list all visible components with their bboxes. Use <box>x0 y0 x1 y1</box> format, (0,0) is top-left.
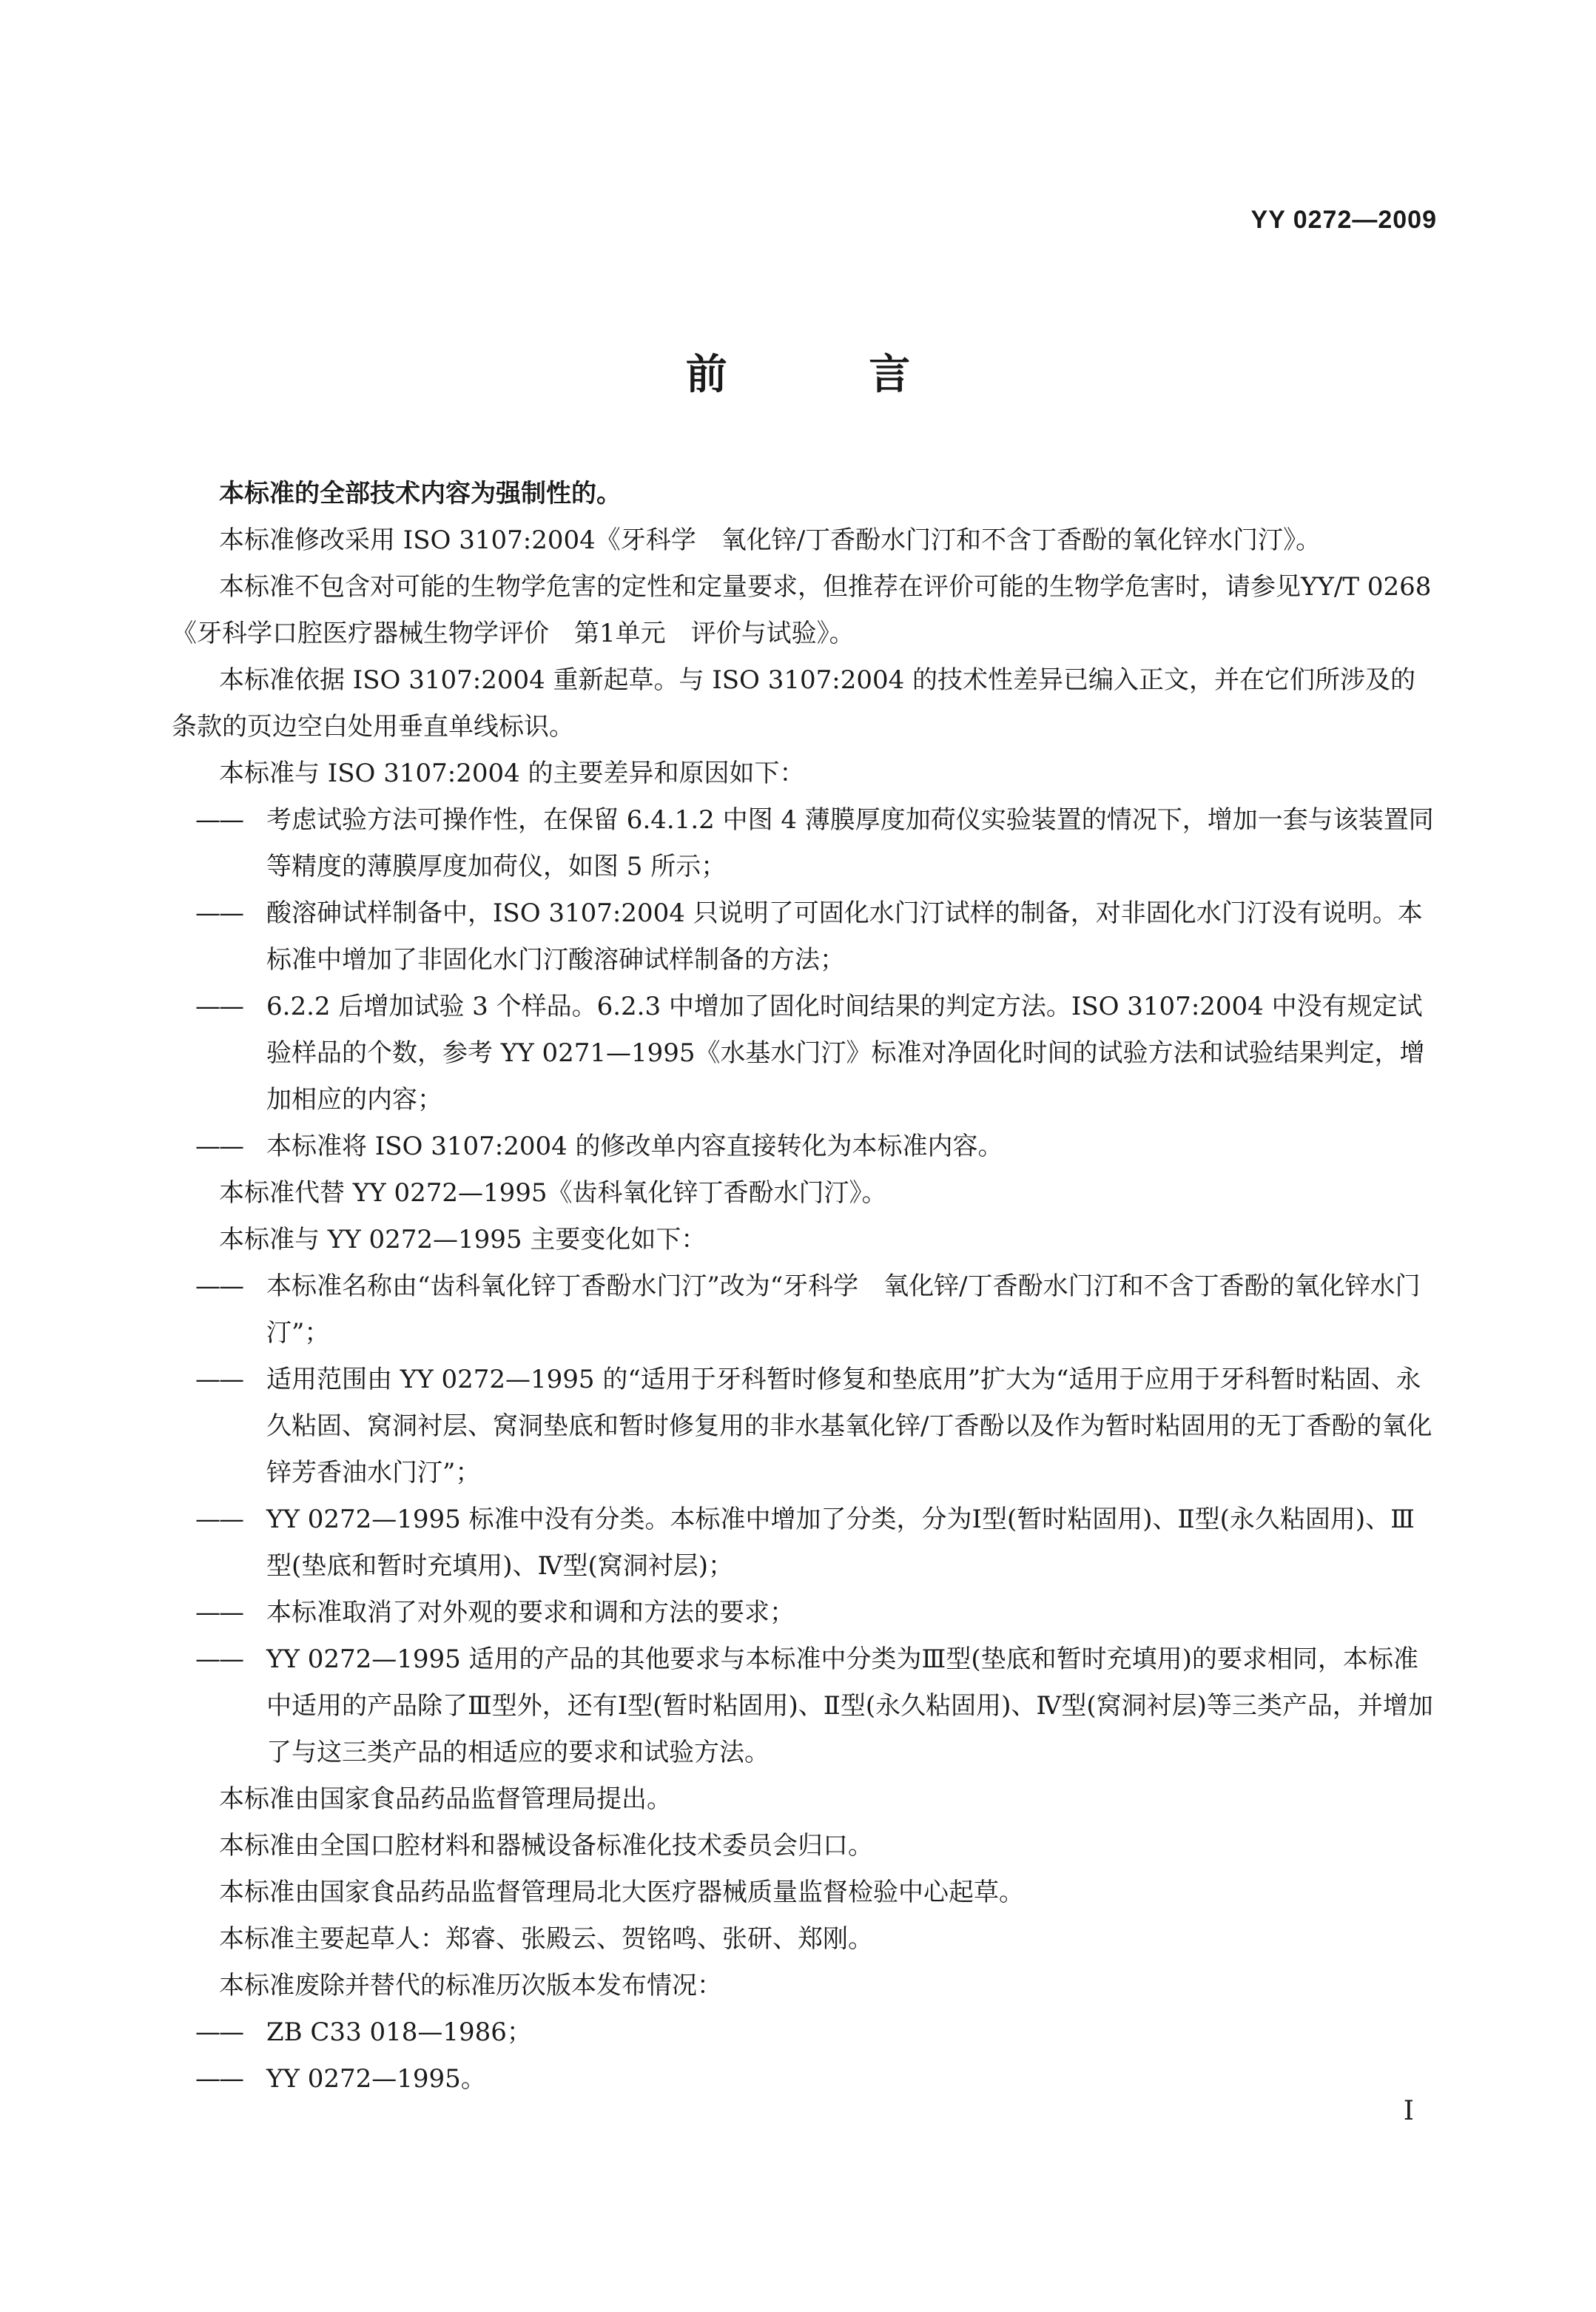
dash-list-item <box>172 984 1437 1123</box>
dash-item-text: YY 0272—1995。 <box>266 2064 486 2094</box>
dash-item-text: 酸溶砷试样制备中，ISO 3107:2004 只说明了可固化水门汀试样的制备，对非固化水门汀没有说明。本标准中增加了非固化水门汀酸溶砷试样制备的方法； <box>266 898 1423 975</box>
dash-item-text: 6.2.2 后增加试验 3 个样品。6.2.3 中增加了固化时间结果的判定方法。ISO 3107:2004 中没有规定试验样品的个数，参考 YY 0271—1995《水基水门汀》标准对净固化时间的试验方法和试验结果判定，增加相应的内容； <box>266 992 1425 1115</box>
dash-list-item <box>172 2009 1437 2056</box>
dash-item-text: 本标准名称由“齿科氧化锌丁香酚水门汀”改为“牙科学 氧化锌/丁香酚水门汀和不含丁香酚的氧化锌水门汀”； <box>266 1271 1421 1348</box>
paragraph: 本标准废除并替代的标准历次版本发布情况： <box>219 1971 722 2000</box>
dash-marker: —— <box>195 1644 243 1674</box>
paragraph: 本标准由全国口腔材料和器械设备标准化技术委员会归口。 <box>219 1831 873 1861</box>
dash-marker: —— <box>195 1505 243 1534</box>
dash-list-item <box>172 1636 1437 1776</box>
dash-marker: —— <box>195 992 243 1021</box>
dash-item-text: 适用范围由 YY 0272—1995 的“适用于牙科暂时修复和垫底用”扩大为“适用于应用于牙科暂时粘固、永久粘固、窝洞衬层、窝洞垫底和暂时修复用的非水基氧化锌/丁香酚以及作为暂时粘固用的无丁香酚的氧化锌芳香油水门汀”； <box>266 1365 1432 1488</box>
dash-list-item <box>172 1590 1437 1636</box>
document-body <box>172 471 1437 2103</box>
paragraph: 本标准修改采用 ISO 3107:2004《牙科学 氧化锌/丁香酚水门汀和不含丁香酚的氧化锌水门汀》。 <box>219 525 1321 555</box>
paragraph: 本标准的全部技术内容为强制性的。 <box>219 479 622 508</box>
dash-item-text: 本标准取消了对外观的要求和调和方法的要求； <box>266 1598 795 1627</box>
paragraph: 本标准由国家食品药品监督管理局提出。 <box>219 1784 672 1814</box>
dash-list-item <box>172 1357 1437 1496</box>
standard-code: YY 0272—2009 <box>1250 206 1437 234</box>
dash-item-text: YY 0272—1995 标准中没有分类。本标准中增加了分类，分为Ⅰ型(暂时粘固用)、Ⅱ型(永久粘固用)、Ⅲ型(垫底和暂时充填用)、Ⅳ型(窝洞衬层)； <box>266 1505 1415 1581</box>
dash-item-text: 考虑试验方法可操作性，在保留 6.4.1.2 中图 4 薄膜厚度加荷仪实验装置的情况下，增加一套与该装置同等精度的薄膜厚度加荷仪，如图 5 所示； <box>266 805 1434 881</box>
dash-marker: —— <box>195 898 243 928</box>
dash-item-text: YY 0272—1995 适用的产品的其他要求与本标准中分类为Ⅲ型(垫底和暂时充填用)的要求相同，本标准中适用的产品除了Ⅲ型外，还有Ⅰ型(暂时粘固用)、Ⅱ型(永久粘固用)、Ⅳ型(窝洞衬层)等三类产品，并增加了与这三类产品的相适应的要求和试验方法。 <box>266 1644 1433 1767</box>
paragraph: 本标准主要起草人：郑睿、张殿云、贺铭鸣、张研、郑刚。 <box>219 1924 873 1954</box>
dash-list-item <box>172 1263 1437 1357</box>
paragraph: 本标准与 ISO 3107:2004 的主要差异和原因如下： <box>219 759 805 788</box>
page-number: I <box>1403 2096 1414 2126</box>
dash-list-item <box>172 1123 1437 1170</box>
dash-list-item <box>172 1496 1437 1590</box>
paragraph: 本标准与 YY 0272—1995 主要变化如下： <box>219 1225 707 1254</box>
dash-item-text: ZB C33 018—1986； <box>266 2017 532 2047</box>
dash-marker: —— <box>195 1365 243 1394</box>
dash-list-item <box>172 797 1437 890</box>
dash-marker: —— <box>195 1132 243 1161</box>
dash-marker: —— <box>195 2064 243 2094</box>
dash-item-text: 本标准将 ISO 3107:2004 的修改单内容直接转化为本标准内容。 <box>266 1132 1003 1161</box>
dash-marker: —— <box>195 805 243 835</box>
dash-marker: —— <box>195 1271 243 1301</box>
paragraph: 本标准代替 YY 0272—1995《齿科氧化锌丁香酚水门汀》。 <box>219 1178 887 1208</box>
page-title: 前 言 <box>685 351 974 399</box>
paragraph: 本标准由国家食品药品监督管理局北大医疗器械质量监督检验中心起草。 <box>219 1878 1024 1907</box>
dash-list-item <box>172 890 1437 984</box>
paragraph: 本标准不包含对可能的生物学危害的定性和定量要求，但推荐在评价可能的生物学危害时，请参见YY/T 0268《牙科学口腔医疗器械生物学评价 第1单元 评价与试验》。 <box>172 572 1432 648</box>
dash-marker: —— <box>195 2017 243 2047</box>
dash-marker: —— <box>195 1598 243 1627</box>
paragraph: 本标准依据 ISO 3107:2004 重新起草。与 ISO 3107:2004 的技术性差异已编入正文，并在它们所涉及的条款的页边空白处用垂直单线标识。 <box>172 665 1416 742</box>
dash-list-item <box>172 2056 1437 2103</box>
